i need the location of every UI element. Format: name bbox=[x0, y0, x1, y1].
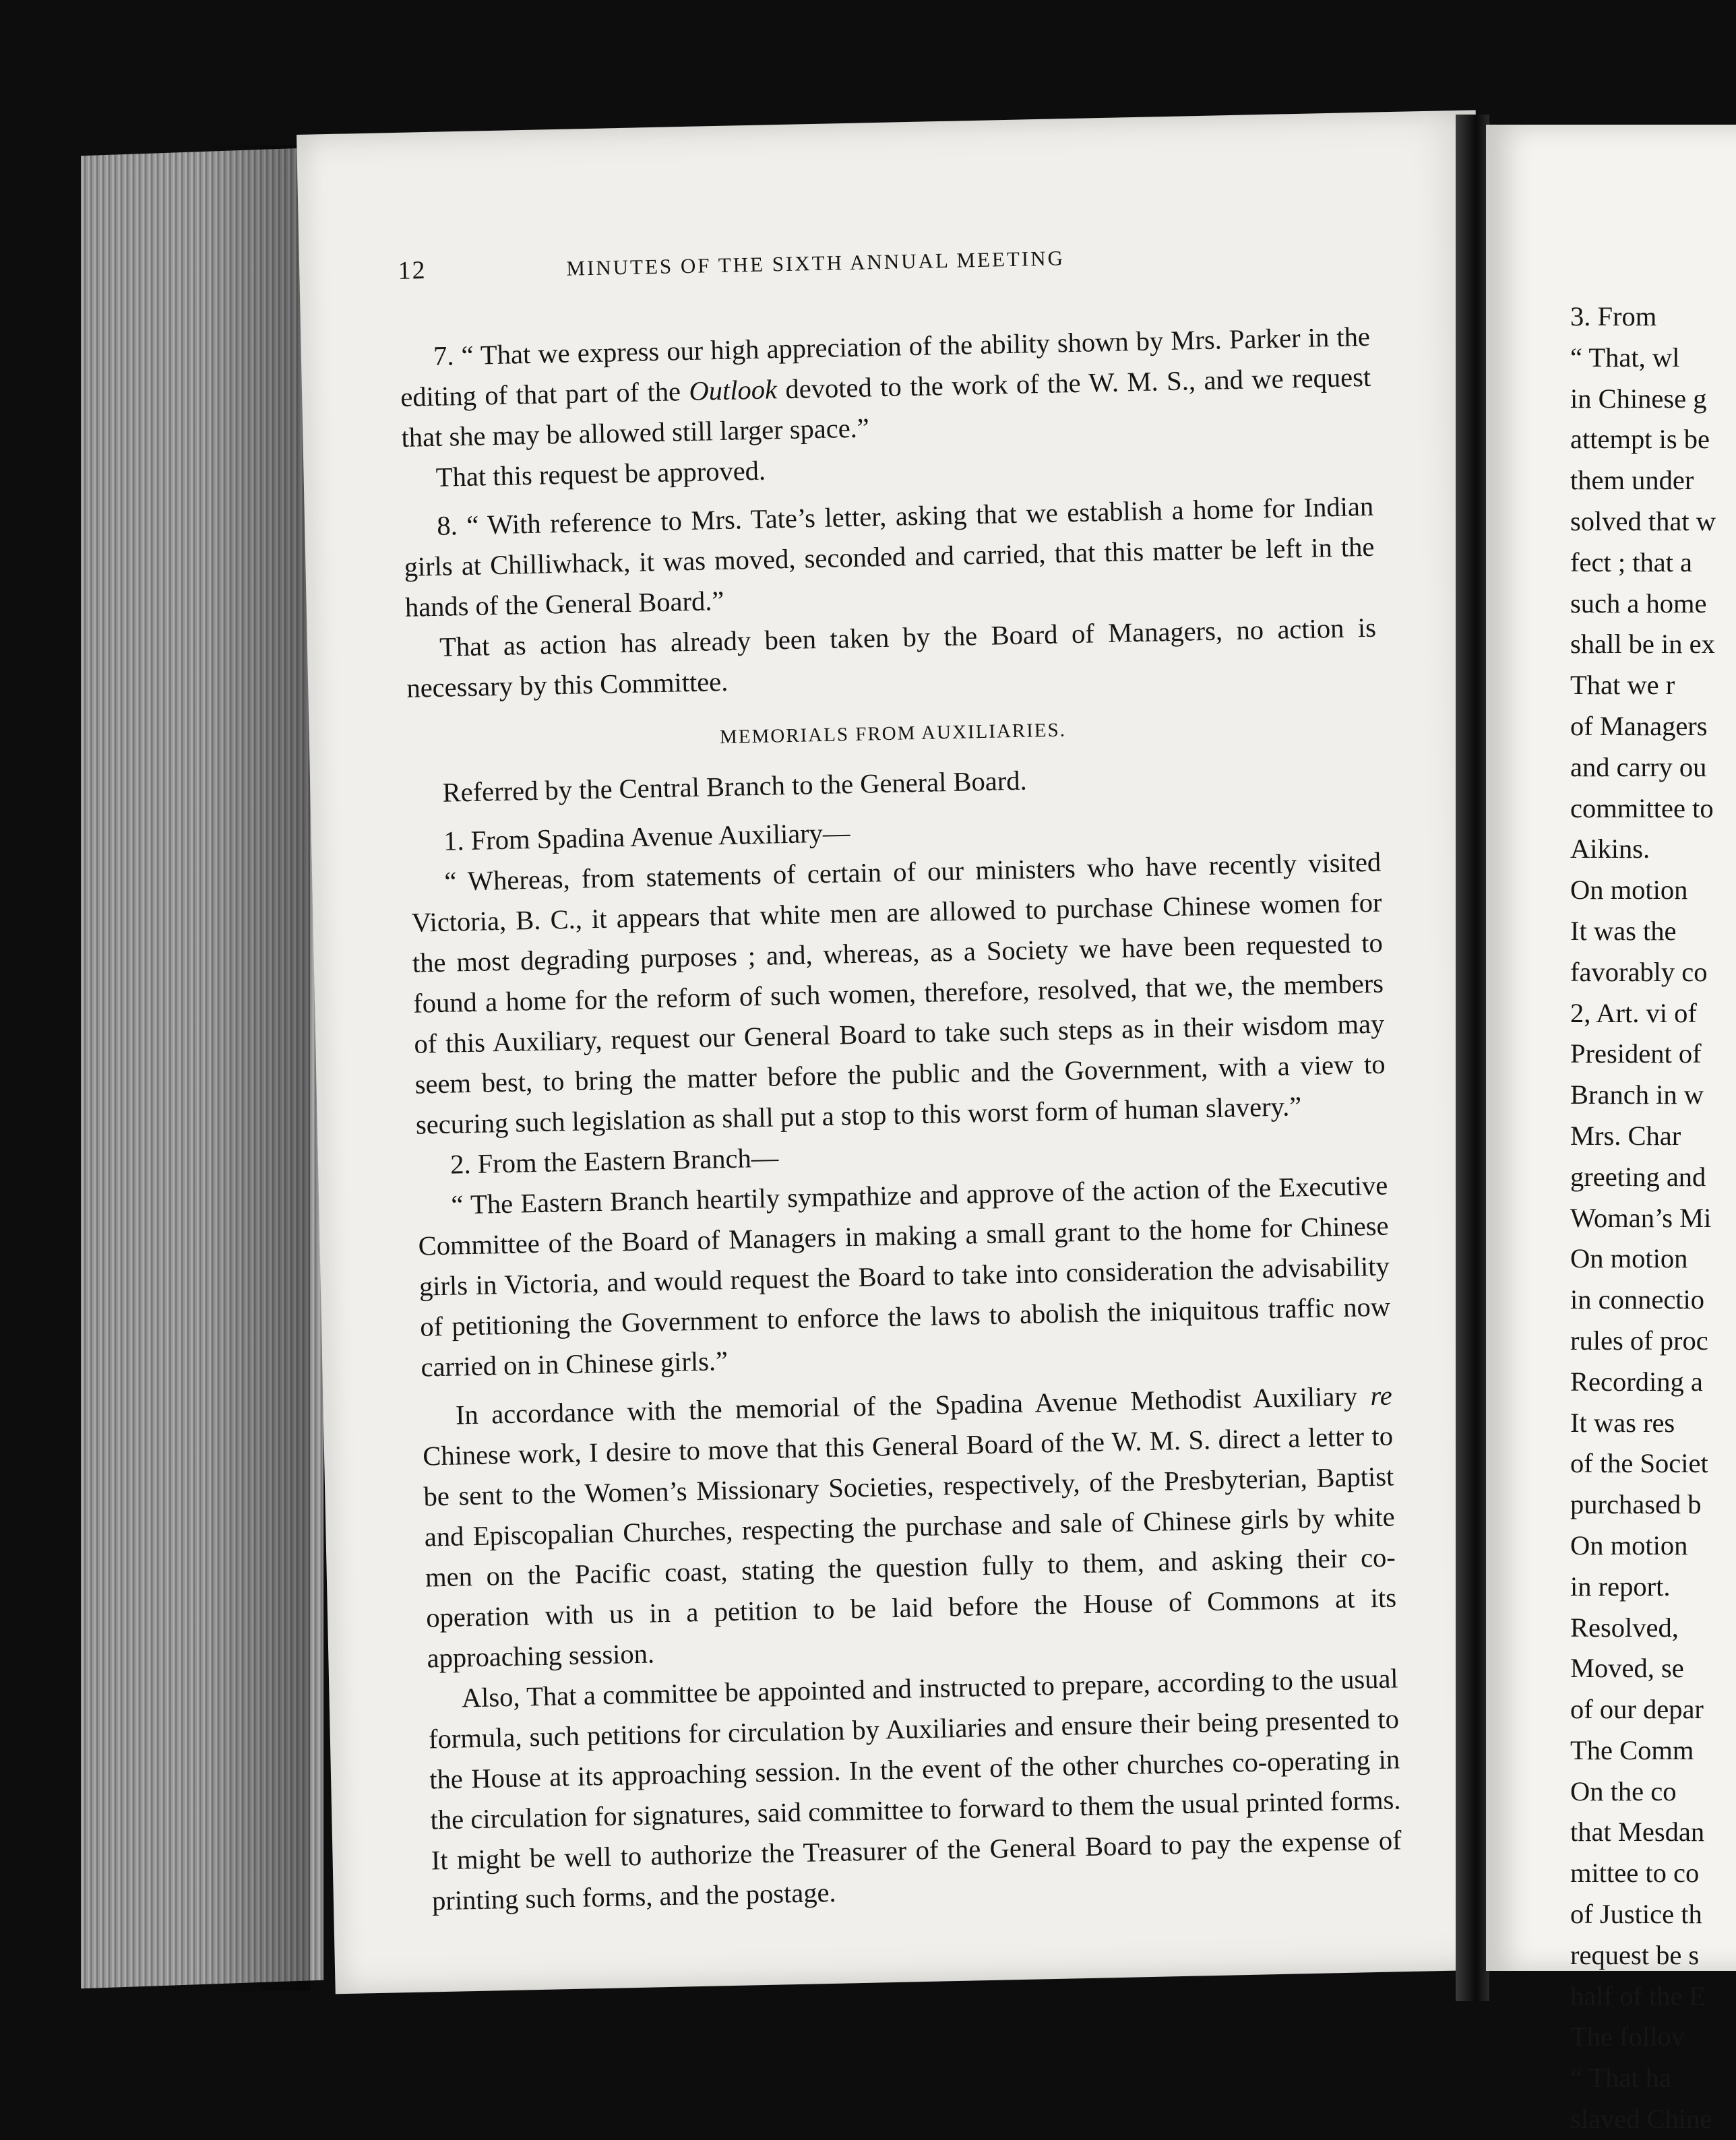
referred-line: Referred by the Central Branch to the General Board. bbox=[442, 765, 1028, 808]
right-page-line: It was the bbox=[1570, 915, 1677, 946]
right-page-line: fect ; that a bbox=[1570, 546, 1693, 577]
right-page-line: Resolved, bbox=[1570, 1612, 1679, 1643]
paragraph-item-8-response: That as action has already been taken by the Board of Managers, no action is necessary by this Committee. bbox=[406, 612, 1377, 703]
right-page-line: rules of proc bbox=[1570, 1325, 1708, 1356]
right-page-line: 3. From bbox=[1570, 301, 1657, 332]
right-page-line: in report. bbox=[1570, 1571, 1671, 1602]
right-page-line: On motion bbox=[1570, 1530, 1688, 1561]
right-page-line: slaved Chine bbox=[1570, 2104, 1712, 2135]
paragraph-accordance: In accordance with the memorial of the Spadina Avenue Methodist Auxiliary re Chinese work, I desire to move that this General Board of the W. M. S. direct a letter to be sent to the Women’s Missionary Societies, respectively, of the Presbyterian, Baptist and Episcopalian Churches, respecting the purchase and sale of Chinese girls by white men on the Pacific coast, stating the question fully to them, and asking their co-operation with us in a petition to be laid before the House of Commons at its approaching session. bbox=[422, 1380, 1397, 1674]
memorial-1-text: “ Whereas, from statements of certain of our ministers who have recently visited Victoria, B. C., it appears that white men are allowed to purchase Chinese women for the most degrading purposes ; and, whereas, as a Society we have been requested to found a home for the reform of such women, therefore, resolved, that we, the members of this Auxiliary, request our General Board to take such steps as in their wisdom may seem best, to bring the matter before the public and the Government, with a view to securing such legislation as shall put a stop to this worst form of human slavery.” bbox=[411, 846, 1386, 1140]
re-italic: re bbox=[1370, 1380, 1393, 1412]
right-page-line: The follov bbox=[1570, 2021, 1685, 2052]
right-page-line: of Justice th bbox=[1570, 1899, 1702, 1930]
right-page-line: of Managers bbox=[1570, 710, 1708, 741]
page-edge-shadow bbox=[202, 145, 310, 1991]
right-page-text bbox=[1570, 296, 1736, 2140]
right-page-line: 2, Art. vi of bbox=[1570, 997, 1697, 1028]
right-page-line: Aikins. bbox=[1570, 833, 1650, 864]
right-page-line: and carry ou bbox=[1570, 751, 1707, 782]
right-page-line: On motion bbox=[1570, 1243, 1688, 1274]
right-page-line: “ That ha bbox=[1570, 2063, 1671, 2094]
right-page-line: that Mesdan bbox=[1570, 1817, 1705, 1848]
right-page-line: On the co bbox=[1570, 1775, 1677, 1806]
right-page-line: shall be in ex bbox=[1570, 629, 1715, 660]
running-head: MINUTES OF THE SIXTH ANNUAL MEETING bbox=[566, 246, 1065, 280]
paragraph-item-7-response: That this request be approved. bbox=[435, 455, 766, 493]
page-number: 12 bbox=[398, 256, 427, 285]
memorial-1-title: 1. From Spadina Avenue Auxiliary— bbox=[443, 817, 850, 856]
right-page-line: attempt is be bbox=[1570, 424, 1710, 455]
paragraph-also: Also, That a committee be appointed and instructed to prepare, according to the usual formula, such petitions for circulation by Auxiliaries and ensure their being presented to the House at its approaching session. In the event of the other churches co-operating in the circulation for signatures, said committee to forward to them the usual printed forms. It might be well to authorize the Treasurer of the General Board to pay the expense of printing such forms, and the postage. bbox=[428, 1663, 1402, 1916]
right-page-line: “ That, wl bbox=[1570, 342, 1680, 373]
right-page-line: such a home bbox=[1570, 588, 1707, 619]
right-page-line: of the Societ bbox=[1570, 1448, 1708, 1479]
right-page-line: greeting and bbox=[1570, 1161, 1706, 1192]
right-page-line: favorably co bbox=[1570, 956, 1708, 987]
right-page-line: President of bbox=[1570, 1038, 1702, 1069]
memorial-2-text: “ The Eastern Branch heartily sympathize and approve of the action of the Executive Committee of the Board of Managers in making a small grant to the home for Chinese girls in Victoria, and would request the Board to take into consideration the advisability of petitioning the Government to enforce the laws to abolish the iniquitous traffic now carried on in Chinese girls.” bbox=[418, 1170, 1391, 1383]
right-page-line: purchased b bbox=[1570, 1489, 1702, 1520]
right-page-line: It was res bbox=[1570, 1407, 1675, 1438]
paragraph-item-8: 8. “ With reference to Mrs. Tate’s letter, asking that we establish a home for Indian girls at Chilliwhack, it was moved, seconded and carried, that this matter be left in the hands of the General Board.” bbox=[404, 491, 1375, 623]
right-page-line: That we r bbox=[1570, 670, 1675, 701]
left-page-text bbox=[398, 236, 1402, 1922]
right-page-line: Branch in w bbox=[1570, 1079, 1704, 1110]
right-page-line: of our depar bbox=[1570, 1694, 1704, 1725]
paragraph-item-7: 7. “ That we express our high appreciation of the ability shown by Mrs. Parker in the editing of that part of the Outlook devoted to the work of the W. M. S., and we request that she may be allowed still larger space.” bbox=[400, 321, 1371, 453]
right-page-line: The Comm bbox=[1570, 1734, 1694, 1765]
right-page-line: Moved, se bbox=[1570, 1653, 1684, 1684]
right-page-line: half of the E bbox=[1570, 1980, 1706, 2011]
right-page-line: in Chinese g bbox=[1570, 383, 1707, 414]
right-page-line: Mrs. Char bbox=[1570, 1120, 1681, 1151]
right-page-line: committee to bbox=[1570, 792, 1714, 823]
book-gutter bbox=[1456, 115, 1489, 2001]
right-page-line: mittee to co bbox=[1570, 1858, 1700, 1889]
right-page-line: Woman’s Mi bbox=[1570, 1202, 1712, 1233]
right-page-line: Recording a bbox=[1570, 1366, 1703, 1397]
section-heading: MEMORIALS FROM AUXILIARIES. bbox=[719, 719, 1067, 749]
right-page-line: solved that w bbox=[1570, 505, 1716, 536]
right-page-line: On motion bbox=[1570, 875, 1688, 906]
memorial-2-title: 2. From the Eastern Branch— bbox=[450, 1142, 779, 1180]
outlook-title: Outlook bbox=[689, 374, 778, 406]
right-page-line: in connectio bbox=[1570, 1284, 1705, 1315]
right-page-line: them under bbox=[1570, 465, 1694, 496]
right-page-line: request be s bbox=[1570, 1939, 1700, 1970]
